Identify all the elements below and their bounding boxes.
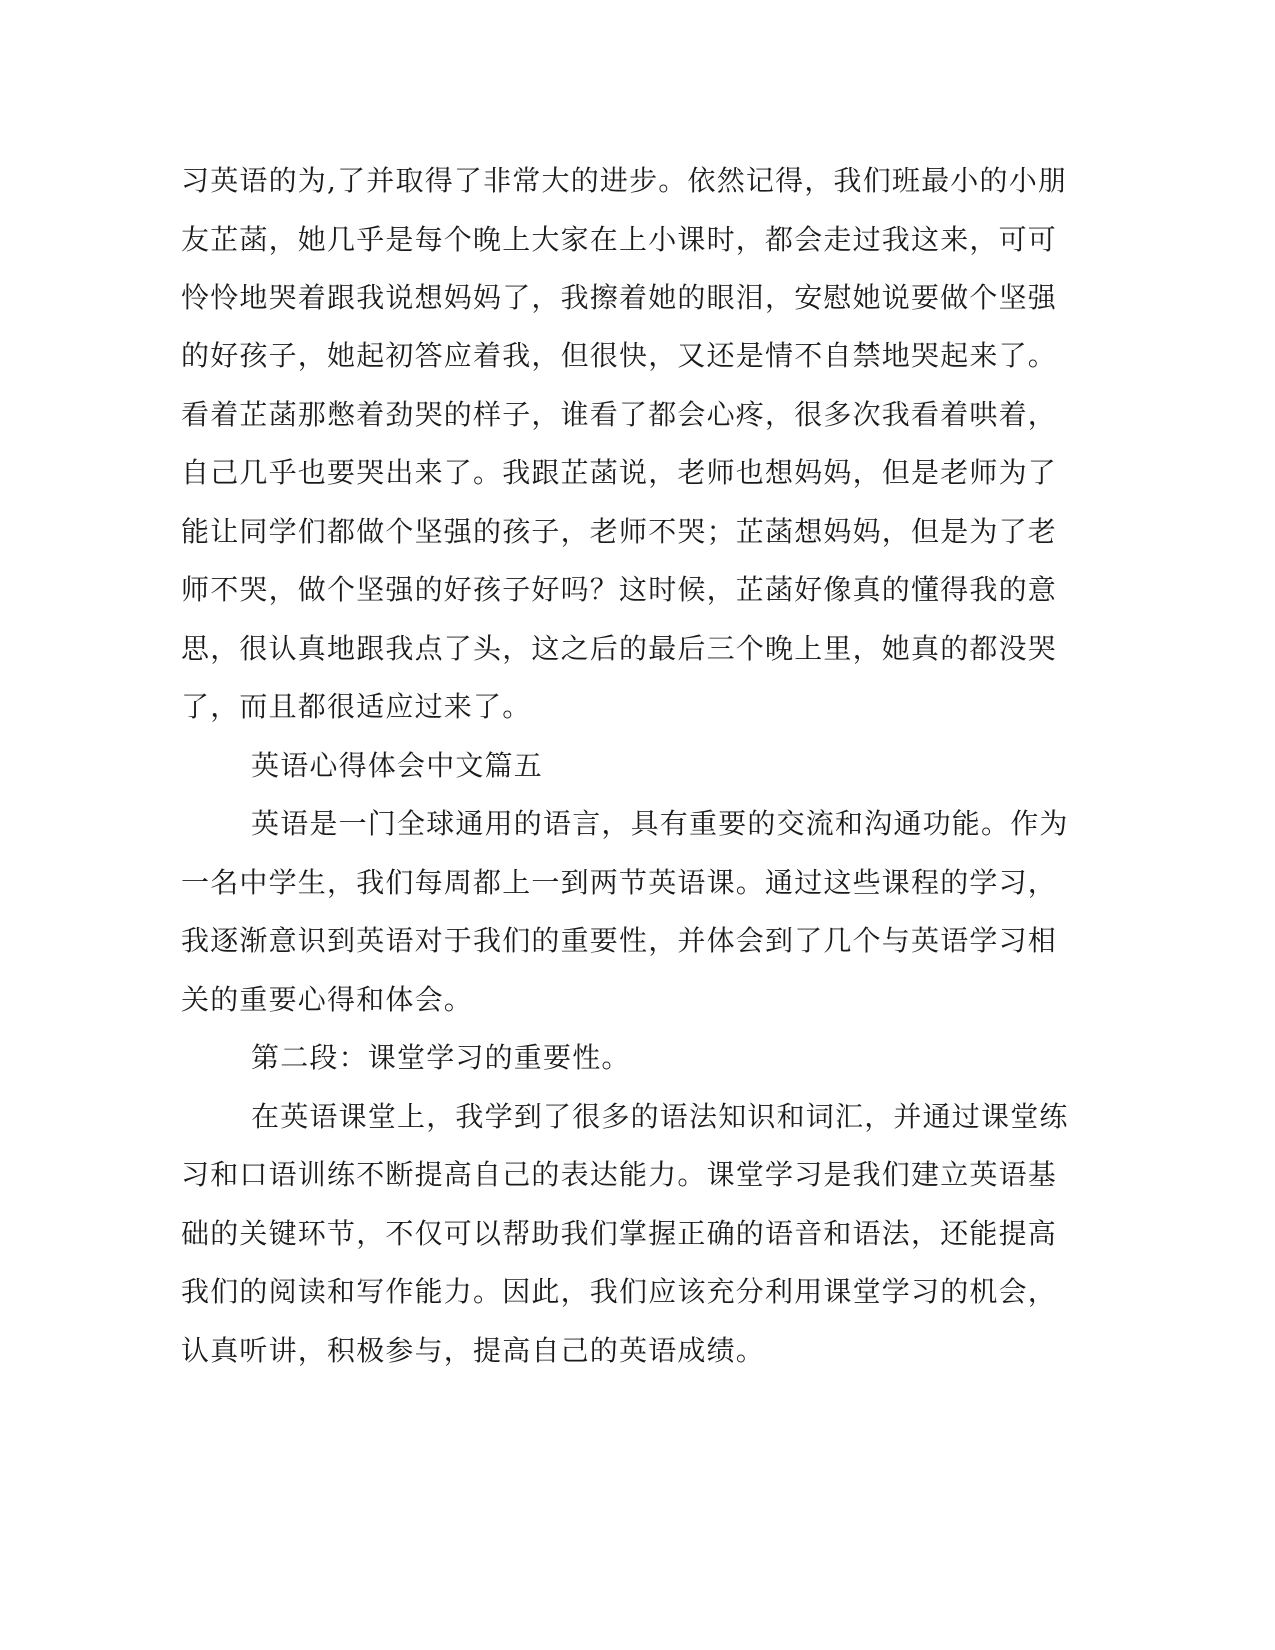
paragraph-line: 友芷菡，她几乎是每个晚上大家在上小课时，都会走过我这来，可可 xyxy=(181,223,1058,256)
paragraph-line: 一名中学生，我们每周都上一到两节英语课。通过这些课程的学习， xyxy=(181,866,1058,899)
paragraph-line: 我们的阅读和写作能力。因此，我们应该充分利用课堂学习的机会， xyxy=(181,1275,1058,1308)
paragraph-line: 思，很认真地跟我点了头，这之后的最后三个晚上里，她真的都没哭 xyxy=(181,632,1058,665)
paragraph-line: 我逐渐意识到英语对于我们的重要性，并体会到了几个与英语学习相 xyxy=(181,924,1058,957)
paragraph-line: 在英语课堂上，我学到了很多的语法知识和词汇，并通过课堂练 xyxy=(251,1100,1069,1133)
paragraph-line: 础的关键环节，不仅可以帮助我们掌握正确的语音和语法，还能提高 xyxy=(181,1217,1058,1250)
paragraph-line: 师不哭，做个坚强的好孩子好吗？这时候，芷菡好像真的懂得我的意 xyxy=(181,573,1058,606)
paragraph-line: 英语是一门全球通用的语言，具有重要的交流和沟通功能。作为 xyxy=(251,807,1069,840)
paragraph-line: 的好孩子，她起初答应着我，但很快，又还是情不自禁地哭起来了。 xyxy=(181,339,1058,372)
segment-heading: 第二段：课堂学习的重要性。 xyxy=(251,1041,631,1074)
paragraph-line: 自己几乎也要哭出来了。我跟芷菡说，老师也想妈妈，但是老师为了 xyxy=(181,456,1058,489)
paragraph-line: 看着芷菡那憋着劲哭的样子，谁看了都会心疼，很多次我看着哄着， xyxy=(181,398,1058,431)
paragraph-line: 习英语的为,了并取得了非常大的进步。依然记得，我们班最小的小朋 xyxy=(181,164,1068,197)
paragraph-line: 能让同学们都做个坚强的孩子，老师不哭；芷菡想妈妈，但是为了老 xyxy=(181,515,1058,548)
paragraph-line: 习和口语训练不断提高自己的表达能力。课堂学习是我们建立英语基 xyxy=(181,1158,1058,1191)
paragraph-line: 关的重要心得和体会。 xyxy=(181,983,474,1016)
paragraph-line: 认真听讲，积极参与，提高自己的英语成绩。 xyxy=(181,1334,766,1367)
section-heading: 英语心得体会中文篇五 xyxy=(251,749,544,782)
paragraph-line: 怜怜地哭着跟我说想妈妈了，我擦着她的眼泪，安慰她说要做个坚强 xyxy=(181,281,1058,314)
paragraph-line: 了，而且都很适应过来了。 xyxy=(181,690,532,723)
